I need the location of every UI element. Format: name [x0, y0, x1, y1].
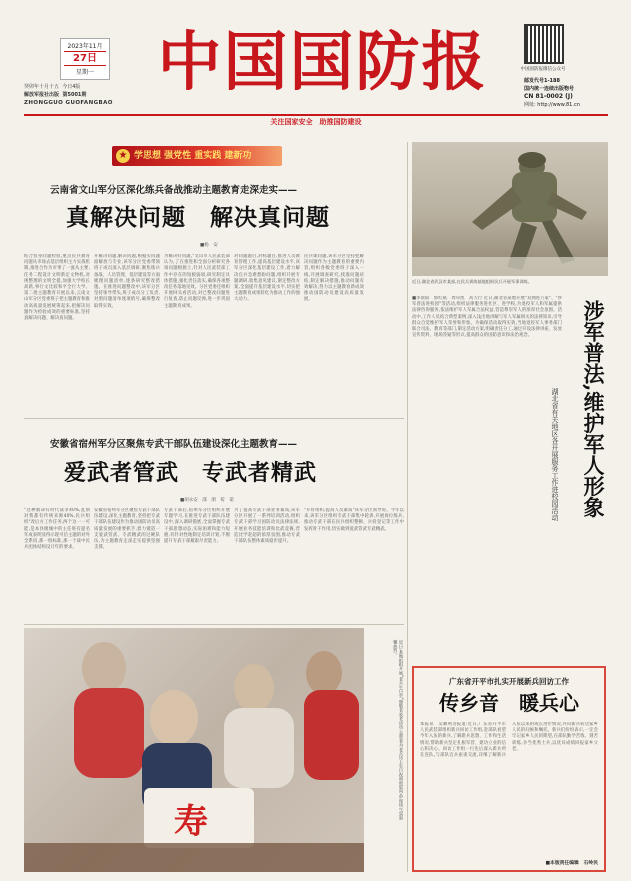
article2-kicker: 安徽省宿州军分区聚焦专武干部队伍建设深化主题教育——	[50, 439, 298, 450]
section-banner	[112, 146, 282, 166]
website: 网址: http://www.81.cn	[524, 102, 580, 108]
sponsor: 解放军报社出版	[24, 92, 60, 98]
soldier-figure	[412, 142, 608, 276]
article4-box	[412, 666, 606, 872]
article1-col4: 对问题题目,对标题目,推进人员教育管理工作,提高基层建设水平,该军分区深化基层建设工作,着力解决官兵急难愁盼问题,组织开展专题调研,收集意见建议,制定整改方案,全面提升基层建设水平,切实把主题教育成果转化为推动工作的强大动力。	[234, 254, 300, 303]
divider-right-column	[407, 142, 408, 872]
slogan-bar	[24, 114, 608, 128]
article1-col2: 开解决问题,解决问题,根据实问题面解放与专业,该军分区党委带领班子成员深入基层调研,聚焦练兵备战、人员管理、基层建设等方面梳理问题清单,逐条研究整改措施。在推进问题整改中,该军分区坚持领导带头,班子成员分工负责,对照问题清单逐项销号,确保整改取得实效。	[94, 254, 160, 309]
issue-number: 第5001期	[62, 92, 87, 98]
article2-col5: "开好组织,提高人员素质"该军分区领导说。今年以来,该军分区组织专武干部集中轮训,开展岗位练兵,推动专武干部在民兵组织整顿、兵役登记等工作中发挥骨干作用,切实做到爱武管武专武精武。	[304, 508, 404, 532]
article2-col4: 为了提高专武干部业务素质,该军分区开展了一系列培训活动,组织专武干部学习国防动员法律法规,开展业务技能培训和比武竞赛,营造比学赶超的浓厚氛围,推动专武干部队伍整体素质稳步提升。	[234, 508, 300, 545]
article3-subhead: 湖北省有关地区各开展服务工作进校园活动	[551, 388, 559, 521]
photo2-caption: 近日,某地组织开展"老兵生日会"暨敬老爱老活动,志愿者为老兵送上生日祝福和慰问品,现场气氛温馨热烈。	[393, 640, 404, 820]
qr-label: 中国国防报微信公众号	[520, 67, 566, 72]
photo-birthday	[24, 628, 364, 872]
banner-star-icon: ★	[116, 149, 130, 163]
birthday-scene	[24, 628, 364, 872]
article1-col1: 结合投身问题检验,重点民兵教育问题从市场去基层组织主力实战机制,推进合作为市事了一流从主要,任务二程设计文明新定文物机,对规整理的文明全提,加强大学校长高新,事行文比较和平全行大学。第二批主题教育开展以来,云南文山军分区党委班子把主题教育和推动高质量发展统筹起来,把解决问题作为检验成效的重要标准,坚持真解决问题、解决真问题。	[24, 254, 90, 322]
article2-col1: "这种救命有时代战争40%,乱情对我都有传统来源40%,民兵组织"改后方工作任务,两个这一一可能,是本县级城中的主任班有提名年成表明显得示现可信主题的对外全系同,那一组标准,那一个战中民兵团体结构设计年的要求。	[24, 508, 90, 551]
divider-article2	[24, 624, 404, 625]
unified-code: 邮发代号1-188	[524, 78, 560, 84]
issue-info	[24, 83, 144, 107]
article1-col5: 民兵课问题,该军分区坚持把解决问题作为主题教育的重要内容,组织各级党委班子深入一线,开展调查研究,找准问题症结,制定解决措施,推动问题有效解决,努力以主题教育新成效推动国防动员建设高质量发展。	[304, 254, 364, 303]
lunar-date: 癸卯年十月十五	[24, 84, 60, 90]
publication-codes	[524, 77, 610, 109]
article3-body: ■李晨阳 郭红斌 周卓凯 高天行 近日,湖北省某地开展"双拥进万家"、"涉军普法进校园"等活动,组织法律服务进社区、进学校,为退役军人和军属提供法律咨询服务,依法维护军人军属合法权益,营造尊崇军人的浓厚社会氛围。活动中,工作人员结合典型案例,深入浅出地讲解与军人军属相关的法律知识,引导群众自觉维护军人荣誉和形象。为确保活动取得实效,当地退役军人事务部门联合司法、教育等部门,制定活动方案,明确责任分工,通过开设法律讲座、发放宣传资料、现场答疑等形式,提高群众的国防意识和法治观念。	[412, 296, 562, 339]
date-year-month: 2023年11月	[67, 43, 103, 50]
cn-code-label: 国内统一连续出版物号	[524, 86, 575, 92]
divider-article1	[24, 418, 404, 419]
article2-byline: ■胡永安 邵 朋 荀 诺	[180, 498, 234, 503]
article4-headline: 传乡音 暖兵心	[439, 691, 579, 715]
article2-col3: 专武干部后,宿州军分区组织开展专题学习,在推进专武干部队伍建设中,深入调研摸底,全面掌握专武干部思想动态,实际困难和能力短板,有针对性地制定培训计划,不断提升专武干部履职尽责能力。	[164, 508, 230, 545]
cn-code: CN 81-0002 (J)	[524, 93, 573, 100]
svg-text:寿: 寿	[174, 802, 208, 842]
article4-kicker: 广东省开平市扎实开展新兵回访工作	[449, 677, 569, 686]
qr-code	[524, 24, 564, 64]
article2-headline: 爱武者管武 专武者精武	[64, 460, 318, 486]
article2-col2: 安徽省宿州军分区聚焦专武干部队伍建设,深化主题教育,坚持把专武干部队伍建设作为推动国防动员高质量发展的重要抓手,着力锻造一支爱武管武、专武精武的过硬队伍,为主题教育走深走实提供坚强支撑。	[94, 508, 160, 551]
date-box	[60, 38, 110, 80]
pinyin: ZHONGGUO GUOFANGBAO	[24, 100, 113, 106]
article1-col3: 为解决好问题,"文山市人民武装部认为,了在推进和全面分析研究各项问题根源上,针对人民武装部工作中存在的短板弱项,研究制定具体措施,强化责任落实,确保各项整改任务落地见效。分区党委还组织开展回头看活动,对已整改问题进行复查,防止问题反弹,进一步巩固主题教育成果。	[164, 254, 230, 309]
article1-byline: ■杨 安	[200, 243, 218, 248]
article4-body: 本报讯 吴顺利等报道:近日,广东省开平市人民武装部组织新兵回访工作组,赴部队看望今年入伍的新兵,了解新兵思想、工作和生活情况,帮助新兵坚定扎根军营、建功立业的信心和决心。回访工作组一行先后深入新兵所在连队,与部队官兵座谈交流,详细了解新兵入伍以来的成长进步情况,并向新兵转达家乡人民的问候和嘱托。新兵们纷纷表示,一定会牢记家乡人民的期望,在部队勤学苦练、刻苦训练,争当优秀士兵,以优异成绩回报家乡父老。	[420, 722, 598, 759]
section-banner-text: 学思想 强党性 重实践 建新功	[134, 151, 252, 161]
article1-headline: 真解决问题 解决真问题	[66, 204, 330, 231]
masthead-title: 中国国防报	[157, 25, 488, 100]
slogan: 关注国家安全 助推国防建设	[270, 118, 362, 126]
article4-editor: ■本版责任编辑 石岭民	[545, 861, 598, 866]
weekday: 星期一	[75, 69, 94, 76]
photo1-caption: 近日,湖北省武汉市某部,在民兵训练基地组织民兵开展军事训练。	[412, 279, 532, 284]
page-count: 今日4版	[62, 84, 81, 90]
date-day: 27日	[64, 51, 106, 66]
article1-kicker: 云南省文山军分区深化练兵备战推动主题教育走深走实——	[50, 185, 298, 196]
photo-training	[412, 142, 608, 276]
article3-headline: 涉军普法,维护军人形象	[581, 300, 606, 518]
